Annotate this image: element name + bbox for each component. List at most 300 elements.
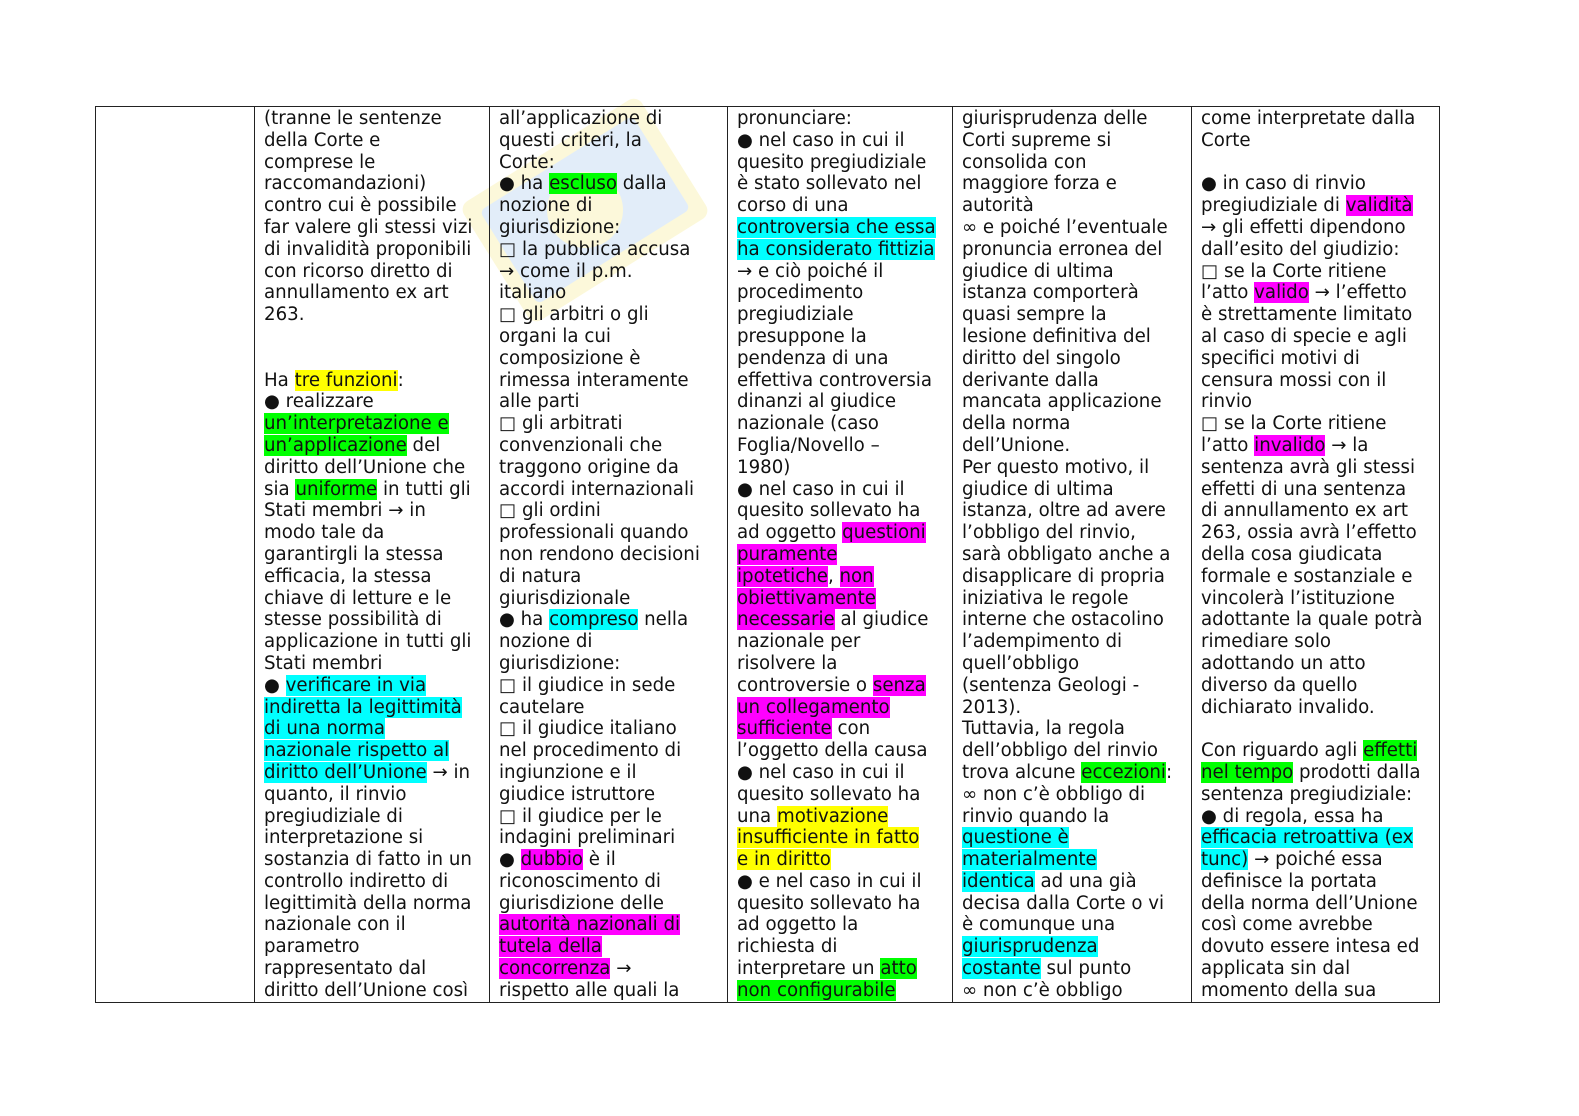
text-segment: trova alcune (962, 761, 1082, 783)
text-segment: ● nel caso in cui il (737, 478, 905, 500)
text-line (962, 893, 1183, 915)
text-line (1201, 479, 1431, 501)
text-line (737, 697, 944, 719)
text-line (737, 173, 944, 195)
text-line (1201, 435, 1431, 457)
text-line (264, 282, 481, 304)
empty-cell (96, 107, 255, 1003)
text-line (499, 239, 719, 261)
text-line (962, 326, 1183, 348)
highlighted-text: un’interpretazione e (264, 413, 449, 435)
text-line (1201, 806, 1431, 828)
text-line (962, 239, 1183, 261)
text-line (737, 282, 944, 304)
text-segment: dovuto essere intesa ed (1201, 936, 1420, 958)
text-line (264, 522, 481, 544)
text-line (499, 566, 719, 588)
text-line (737, 762, 944, 784)
highlighted-text: tunc) (1201, 849, 1249, 871)
text-segment: quesito sollevato ha (737, 892, 921, 914)
text-segment: pregiudiziale di (264, 805, 403, 827)
text-line (264, 348, 481, 370)
highlighted-text: eccezioni (1081, 761, 1166, 783)
text-segment: Corte (1201, 129, 1251, 151)
text-line (264, 653, 481, 675)
text-line (962, 435, 1183, 457)
text-line (264, 173, 481, 195)
text-line (1201, 457, 1431, 479)
text-line (1201, 740, 1431, 762)
text-line (499, 784, 719, 806)
text-segment: garantirgli la stessa (264, 543, 444, 565)
text-segment: rinvio (1201, 391, 1253, 413)
text-segment: ● ha (499, 173, 550, 195)
text-line (737, 631, 944, 653)
text-segment: indagini preliminari (499, 827, 676, 849)
table-cell (1192, 107, 1440, 1003)
text-line (499, 544, 719, 566)
text-segment: ingiunzione e il (499, 761, 637, 783)
text-segment: annullamento ex art (264, 282, 449, 304)
highlighted-text: ipotetiche (737, 565, 828, 587)
text-line (264, 784, 481, 806)
text-segment: 2013). (962, 696, 1022, 718)
text-line (1201, 108, 1431, 130)
text-segment: ● (264, 674, 286, 696)
text-line (737, 806, 944, 828)
text-line (962, 261, 1183, 283)
text-line (264, 391, 481, 413)
text-segment: modo tale da (264, 522, 385, 544)
text-line (962, 544, 1183, 566)
text-segment: ∞ non c’è obbligo di (962, 783, 1146, 805)
text-line (264, 871, 481, 893)
text-line (1201, 827, 1431, 849)
text-segment: nel procedimento di (499, 740, 682, 762)
text-segment: giurisdizione: (499, 652, 621, 674)
text-segment: mancata applicazione (962, 391, 1162, 413)
text-segment: della norma (962, 413, 1071, 435)
text-segment: → (610, 958, 632, 980)
text-segment: riconoscimento di (499, 870, 661, 892)
text-line (499, 914, 719, 936)
text-line (264, 326, 481, 348)
text-line (499, 740, 719, 762)
highlighted-text: identica (962, 870, 1035, 892)
text-segment: vincolerà l’istituzione (1201, 587, 1395, 609)
text-line (499, 108, 719, 130)
text-line (962, 566, 1183, 588)
text-line (962, 130, 1183, 152)
text-line (1201, 522, 1431, 544)
text-line (1201, 936, 1431, 958)
text-segment: sentenza pregiudiziale: (1201, 783, 1413, 805)
text-line (962, 522, 1183, 544)
text-segment: nozione di (499, 631, 593, 653)
text-line (499, 413, 719, 435)
text-segment: con (831, 718, 871, 740)
highlighted-text: e in diritto (737, 849, 831, 871)
text-line (264, 609, 481, 631)
highlighted-text: concorrenza (499, 958, 611, 980)
text-segment: Stati membri (264, 652, 383, 674)
notes-table (95, 106, 1440, 1003)
text-segment: adottante la quale potrà (1201, 609, 1423, 631)
text-segment: in tutti gli (377, 478, 471, 500)
text-line (264, 413, 481, 435)
text-line (737, 391, 944, 413)
text-line (962, 195, 1183, 217)
text-segment: diverso da quello (1201, 674, 1358, 696)
text-line (737, 261, 944, 283)
text-segment: interne che ostacolino (962, 609, 1164, 631)
text-line (264, 217, 481, 239)
text-line (264, 457, 481, 479)
text-line (962, 631, 1183, 653)
text-line (1201, 130, 1431, 152)
text-line (1201, 261, 1431, 283)
text-line (264, 479, 481, 501)
text-line (737, 108, 944, 130)
text-line (1201, 370, 1431, 392)
text-line (264, 435, 481, 457)
text-line (264, 566, 481, 588)
text-segment: □ se la Corte ritiene (1201, 260, 1387, 282)
text-segment: dinanzi al giudice (737, 391, 897, 413)
text-line (499, 500, 719, 522)
text-line (499, 631, 719, 653)
text-segment: giudice di ultima (962, 260, 1114, 282)
text-segment: accordi internazionali (499, 478, 695, 500)
text-segment: della cosa giudicata (1201, 543, 1383, 565)
text-segment: al caso di specie e agli (1201, 325, 1407, 347)
text-line (499, 391, 719, 413)
text-segment: di natura (499, 565, 582, 587)
text-line (264, 936, 481, 958)
highlighted-text: efficacia retroattiva (ex (1201, 827, 1414, 849)
highlighted-text: un collegamento (737, 696, 890, 718)
text-line (962, 413, 1183, 435)
text-segment: far valere gli stessi vizi (264, 216, 473, 238)
text-line (1201, 914, 1431, 936)
text-segment: giurisdizione: (499, 216, 621, 238)
text-line (1201, 173, 1431, 195)
text-segment: sarà obbligato anche a (962, 543, 1171, 565)
text-segment: procedimento (737, 282, 864, 304)
text-segment: risolvere la (737, 652, 838, 674)
text-segment: ad una già (1034, 870, 1137, 892)
text-segment: giurisdizione delle (499, 892, 664, 914)
text-segment: nozione di (499, 195, 593, 217)
text-line (962, 391, 1183, 413)
text-line (1201, 326, 1431, 348)
text-line (264, 718, 481, 740)
highlighted-text: verificare in via (285, 674, 427, 696)
text-line (737, 609, 944, 631)
text-segment: Per questo motivo, il (962, 456, 1150, 478)
text-line (1201, 653, 1431, 675)
text-line (264, 588, 481, 610)
text-line (499, 173, 719, 195)
highlighted-text: questione è (962, 827, 1069, 849)
text-line (264, 195, 481, 217)
text-segment: della norma dell’Unione (1201, 892, 1418, 914)
text-segment: dichiarato invalido. (1201, 696, 1375, 718)
text-line (1201, 718, 1431, 740)
text-segment: → e ciò poiché il (737, 260, 884, 282)
text-segment: diritto del singolo (962, 347, 1121, 369)
text-line (962, 784, 1183, 806)
text-segment: quanto, il rinvio (264, 783, 407, 805)
text-segment: ● nel caso in cui il (737, 129, 905, 151)
text-segment: quasi sempre la (962, 304, 1107, 326)
text-segment: ● realizzare (264, 391, 374, 413)
text-line (499, 326, 719, 348)
text-segment: → poiché essa (1248, 849, 1383, 871)
text-segment: alle parti (499, 391, 580, 413)
text-segment: rimessa interamente (499, 369, 689, 391)
text-segment: richiesta di (737, 936, 838, 958)
text-line (737, 718, 944, 740)
text-segment: efficacia, la stessa (264, 565, 432, 587)
text-line (737, 370, 944, 392)
text-line (264, 675, 481, 697)
text-line (499, 261, 719, 283)
text-segment: questi criteri, la (499, 129, 642, 151)
text-line (1201, 152, 1431, 174)
text-segment: □ il giudice italiano (499, 718, 677, 740)
highlighted-text: compreso (549, 609, 639, 631)
text-line (737, 522, 944, 544)
text-line (499, 675, 719, 697)
text-segment: giurisdizionale (499, 587, 631, 609)
text-segment: specifici motivi di (1201, 347, 1360, 369)
text-segment: derivante dalla (962, 369, 1099, 391)
text-line (264, 914, 481, 936)
text-line (1201, 893, 1431, 915)
highlighted-text: dubbio (520, 849, 583, 871)
text-line (737, 217, 944, 239)
text-line (737, 893, 944, 915)
text-segment: pregiudiziale di (1201, 195, 1346, 217)
highlighted-text: ha considerato fittizia (737, 238, 935, 260)
text-line (962, 348, 1183, 370)
text-segment: chiave di letture e le (264, 587, 452, 609)
text-segment: l’atto (1201, 434, 1255, 456)
text-segment: Ha (264, 369, 295, 391)
text-line (737, 784, 944, 806)
text-segment: autorità (962, 195, 1034, 217)
text-segment: ● nel caso in cui il (737, 761, 905, 783)
text-line (737, 544, 944, 566)
text-line (264, 806, 481, 828)
highlighted-text: invalido (1254, 434, 1326, 456)
highlighted-text: senza (872, 674, 926, 696)
text-line (1201, 195, 1431, 217)
text-line (737, 675, 944, 697)
text-line (1201, 544, 1431, 566)
highlighted-text: tutela della (499, 936, 602, 958)
text-segment: ∞ e poiché l’eventuale (962, 216, 1168, 238)
text-line (499, 653, 719, 675)
highlighted-text: effetti (1363, 740, 1418, 762)
text-line (264, 697, 481, 719)
text-segment: → come il p.m. (499, 260, 633, 282)
text-line (962, 827, 1183, 849)
text-segment: quesito sollevato ha (737, 500, 921, 522)
text-line (264, 239, 481, 261)
text-segment: contro cui è possibile (264, 195, 457, 217)
text-segment: □ se la Corte ritiene (1201, 413, 1387, 435)
text-segment: interpretazione si (264, 827, 424, 849)
text-segment: rimediare solo (1201, 631, 1332, 653)
text-line (499, 588, 719, 610)
text-line (962, 936, 1183, 958)
text-line (1201, 958, 1431, 980)
highlighted-text: materialmente (962, 849, 1097, 871)
text-segment: con ricorso diretto di (264, 260, 453, 282)
highlighted-text: non (839, 565, 874, 587)
text-segment: controllo indiretto di (264, 870, 449, 892)
text-line (499, 282, 719, 304)
text-segment: rispetto alle quali la (499, 979, 680, 1001)
text-segment: □ gli arbitri o gli (499, 304, 649, 326)
highlighted-text: indiretta la legittimità (264, 696, 462, 718)
text-segment: ● di regola, essa ha (1201, 805, 1384, 827)
highlighted-text: sufficiente (737, 718, 832, 740)
text-line (962, 980, 1183, 1002)
text-segment: presuppone la (737, 325, 867, 347)
text-segment: ad oggetto (737, 522, 843, 544)
text-line (499, 762, 719, 784)
text-segment: sul punto (1040, 958, 1132, 980)
text-line (737, 849, 944, 871)
text-segment: rappresentato dal (264, 958, 427, 980)
text-segment: diritto dell’Unione che (264, 456, 466, 478)
text-segment: composizione è (499, 347, 641, 369)
text-segment: l’adempimento di (962, 631, 1123, 653)
text-segment: di invalidità proponibili (264, 238, 472, 260)
text-line (1201, 675, 1431, 697)
text-line (499, 217, 719, 239)
text-segment: prodotti dalla (1293, 761, 1421, 783)
text-line (962, 806, 1183, 828)
text-segment: una (737, 805, 777, 827)
text-segment: □ il giudice in sede (499, 674, 676, 696)
text-line (962, 108, 1183, 130)
text-segment: l’oggetto della causa (737, 740, 928, 762)
text-segment: lesione definitiva del (962, 325, 1151, 347)
text-segment: Stati membri → in (264, 500, 426, 522)
text-segment: giudice di ultima (962, 478, 1114, 500)
text-segment: Tuttavia, la regola (962, 718, 1125, 740)
text-segment: □ il giudice per le (499, 805, 662, 827)
text-segment: è il (583, 849, 616, 871)
text-line (962, 653, 1183, 675)
text-segment: giudice istruttore (499, 783, 656, 805)
text-line (962, 740, 1183, 762)
text-line (264, 544, 481, 566)
text-segment: nella (638, 609, 689, 631)
text-segment: quell’obbligo (962, 652, 1080, 674)
text-line (737, 653, 944, 675)
text-line (962, 762, 1183, 784)
text-segment: dell’obbligo del rinvio (962, 740, 1158, 762)
text-segment: non rendono decisioni (499, 543, 700, 565)
text-segment: ad oggetto la (737, 914, 859, 936)
highlighted-text: nel tempo (1201, 761, 1294, 783)
text-line (1201, 609, 1431, 631)
text-line (962, 675, 1183, 697)
text-line (264, 958, 481, 980)
text-line (737, 479, 944, 501)
text-segment: 1980) (737, 456, 791, 478)
text-segment: ● (499, 849, 521, 871)
text-segment: → in (426, 761, 471, 783)
highlighted-text: questioni (842, 522, 926, 544)
text-segment: ● in caso di rinvio (1201, 173, 1366, 195)
text-line (499, 871, 719, 893)
text-line (264, 893, 481, 915)
text-line (499, 936, 719, 958)
text-segment: dell’Unione. (962, 434, 1071, 456)
text-line (1201, 566, 1431, 588)
highlighted-text: tre funzioni (294, 369, 398, 391)
text-line (962, 370, 1183, 392)
text-line (962, 849, 1183, 871)
text-segment: sentenza avrà gli stessi (1201, 456, 1416, 478)
table-cell (953, 107, 1192, 1003)
text-line (1201, 631, 1431, 653)
text-line (962, 914, 1183, 936)
text-segment: giurisprudenza delle (962, 108, 1148, 129)
text-segment: □ gli arbitrati (499, 413, 623, 435)
text-line (962, 282, 1183, 304)
text-segment: organi la cui (499, 325, 611, 347)
text-line (264, 304, 481, 326)
highlighted-text: escluso (549, 173, 617, 195)
text-line (264, 849, 481, 871)
highlighted-text: di una norma (264, 718, 386, 740)
text-segment: controversie o (737, 674, 873, 696)
text-segment: così come avrebbe (1201, 914, 1373, 936)
text-line (1201, 697, 1431, 719)
text-segment: : (1165, 761, 1173, 783)
text-line (962, 457, 1183, 479)
text-line (264, 827, 481, 849)
text-line (1201, 282, 1431, 304)
text-line (264, 740, 481, 762)
text-line (737, 740, 944, 762)
text-line (499, 457, 719, 479)
text-line (499, 980, 719, 1002)
text-segment: adottando un atto (1201, 652, 1366, 674)
text-line (737, 348, 944, 370)
highlighted-text: obiettivamente (737, 587, 876, 609)
text-line (264, 152, 481, 174)
text-segment: , (827, 565, 840, 587)
text-line (499, 893, 719, 915)
text-line (1201, 762, 1431, 784)
text-line (737, 152, 944, 174)
text-segment: Corte: (499, 151, 555, 173)
text-line (737, 195, 944, 217)
text-line (499, 348, 719, 370)
text-segment: (tranne le sentenze (264, 108, 442, 129)
text-line (737, 936, 944, 958)
text-line (264, 631, 481, 653)
text-line (737, 304, 944, 326)
